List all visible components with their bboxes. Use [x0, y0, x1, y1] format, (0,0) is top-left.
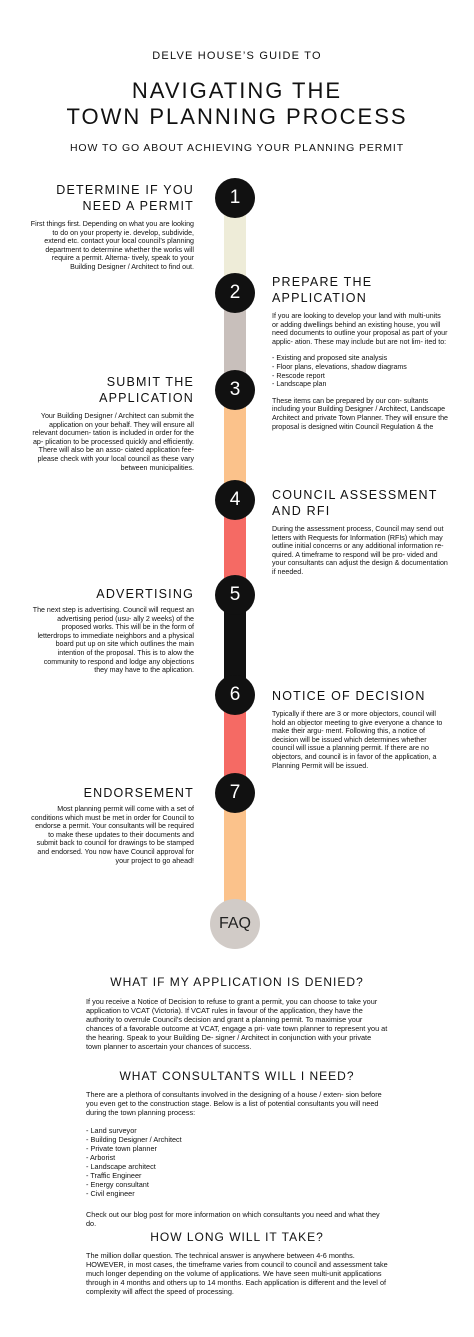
step-2-body: If you are looking to develop your land with multi-units or adding dwellings behind an existing house, you will need documents to outline your proposal as part of your applic- ation. These may include but are not lim- ited to: — [272, 312, 448, 346]
faq-timeframe — [86, 1230, 388, 1244]
step-1-title-line2: NEED A PERMIT — [82, 199, 194, 213]
step-3-title-line2: APPLICATION — [99, 391, 194, 405]
step-number-7: 7 — [215, 773, 255, 813]
list-item: - Private town planner — [86, 1144, 157, 1153]
faq-circle: FAQ — [210, 899, 260, 949]
list-item: - Rescode report — [272, 371, 325, 380]
step-2-title-line2: APPLICATION — [272, 291, 367, 305]
list-item: - Civil engineer — [86, 1189, 135, 1198]
faq-consultants-body-2: Check out our blog post for more information on which consultants you need and what they do. — [86, 1210, 380, 1228]
faq-denied-title: WHAT IF MY APPLICATION IS DENIED? — [110, 975, 364, 989]
step-number-3: 3 — [215, 370, 255, 410]
step-7 — [30, 785, 194, 865]
step-5-body: The next step is advertising. Council will request an advertising period (usu- ally 2 weeks) of the proposed works. This will be in the form of letterdrops to immediate neighbors and a physical board put up on site which outlines the main intention of the proposal. This is to alow the community to respond and lodge any objections they may have to the aplication. — [32, 606, 194, 675]
step-6-title: NOTICE OF DECISION — [272, 689, 426, 703]
step-2-document-list — [272, 354, 448, 388]
faq-consultants — [86, 1069, 388, 1083]
page-title — [0, 78, 474, 130]
step-6 — [272, 688, 448, 770]
faq-timeframe-body: The million dollar question. The technical answer is anywhere between 4-6 months. HOWEVER, in most cases, the timeframe varies from council to council and assessment take much longer depending on the volume of applications. We have seen multi-unit applications through in 4 months and others up to 14 months. Each application is different and the level of complexity will affect the speed of processing. — [86, 1251, 388, 1296]
faq-consultants-content — [86, 1090, 388, 1228]
step-1 — [30, 182, 194, 272]
step-3-title — [30, 374, 194, 406]
step-1-title — [30, 182, 194, 214]
faq-consultants-title: WHAT CONSULTANTS WILL I NEED? — [119, 1069, 355, 1083]
step-1-title-line1: DETERMINE IF YOU — [56, 183, 194, 197]
step-number-1: 1 — [215, 178, 255, 218]
step-3 — [30, 374, 194, 472]
guide-kicker: DELVE HOUSE’S GUIDE TO — [152, 50, 322, 62]
step-4 — [272, 487, 448, 577]
step-4-title-line2: AND RFI — [272, 504, 331, 518]
step-number-2: 2 — [215, 273, 255, 313]
step-7-body: Most planning permit will come with a set of conditions which must be met in order for Council to endorse a permit. Your consultants will be required to make these updates to their documents and submit back to council for drawings to be stamped and endorsed. You now have Council approval for your project to go ahead! — [31, 805, 194, 865]
step-7-title: ENDORSEMENT — [83, 786, 194, 800]
list-item: - Existing and proposed site analysis — [272, 354, 388, 363]
list-item: - Landscape architect — [86, 1162, 156, 1171]
faq-denied — [86, 975, 388, 989]
step-4-title-line1: COUNCIL ASSESSMENT — [272, 488, 438, 502]
list-item: - Traffic Engineer — [86, 1171, 142, 1180]
step-2-title — [272, 274, 448, 306]
list-item: - Arborist — [86, 1153, 116, 1162]
step-1-body: First things first. Depending on what you are looking to do on your property ie. develop, subdivide, extend etc. contact your local council’s planning department to determine whether the works will require a permit. Alterna- tively, speak to your Building Designer / Architect to find out. — [30, 220, 194, 271]
step-number-5: 5 — [215, 575, 255, 615]
step-3-title-line1: SUBMIT THE — [106, 375, 194, 389]
page-title-line2: TOWN PLANNING PROCESS — [66, 104, 408, 129]
step-number-6: 6 — [215, 675, 255, 715]
list-item: - Land surveyor — [86, 1126, 137, 1135]
page-subtitle: HOW TO GO ABOUT ACHIEVING YOUR PLANNING PERMIT — [69, 142, 405, 154]
step-2-body-2: These items can be prepared by our con- sultants including your Building Designer / Architect, Landscape Architect and private Town Planner. They will ensure the proposal is designed witin Council Regulation & the — [272, 396, 448, 431]
consultant-list — [86, 1126, 388, 1198]
list-item: - Landscape plan — [272, 380, 327, 389]
faq-timeframe-title: HOW LONG WILL IT TAKE? — [150, 1230, 324, 1244]
faq-denied-body: If you receive a Notice of Decision to refuse to grant a permit, you can choose to take your application to VCAT (Victoria). If VCAT rules in favour of the application, they have the authority to overrule Council’s decision and grant a planning permit. To maximise your chances of a favorable outcome at VCAT, engage a pri- vate town planner to represent you at the hearing. Speak to your Building De- signer / Architect in conjunction with your private town planner to ascertain your chances of success. — [86, 997, 388, 1051]
step-2-title-line1: PREPARE THE — [272, 275, 373, 289]
step-3-body: Your Building Designer / Architect can submit the application on your behalf. They will ensure all relevant documen- tation is included in order for the ap- plication to be processed quickly and efficiently. There will also be an asso- ciated application fee- please check with your local council as these vary between municipalities. — [32, 412, 194, 472]
step-5-title: ADVERTISING — [96, 587, 194, 601]
step-6-body: Typically if there are 3 or more objectors, council will hold an objector meeting to give everyone a chance to make their argu- ment. Following this, a notice of decision will be issued which determines whether council will issue a planning permit. If there are no objectors, and council is in favor of the application, a Planning Permit will be issued. — [272, 710, 443, 770]
step-4-title — [272, 487, 448, 519]
list-item: - Energy consultant — [86, 1180, 149, 1189]
step-2 — [272, 274, 448, 431]
list-item: - Building Designer / Architect — [86, 1135, 182, 1144]
step-4-body: During the assessment process, Council may send out letters with Requests for Information (RFIs) which may outline initial concerns or any additional information re- quired. A timeframe to respond will be pro- vided and your consultants can adjust the design & documentation if needed. — [272, 525, 448, 576]
step-5 — [30, 586, 194, 675]
page-title-line1: NAVIGATING THE — [131, 78, 343, 103]
faq-consultants-body: There are a plethora of consultants involved in the designing of a house / exten- sion before you even get to the construction stage. Below is a list of potential consultants you will need during the town planning process: — [86, 1090, 382, 1117]
step-number-4: 4 — [215, 480, 255, 520]
list-item: - Floor plans, elevations, shadow diagrams — [272, 362, 407, 371]
